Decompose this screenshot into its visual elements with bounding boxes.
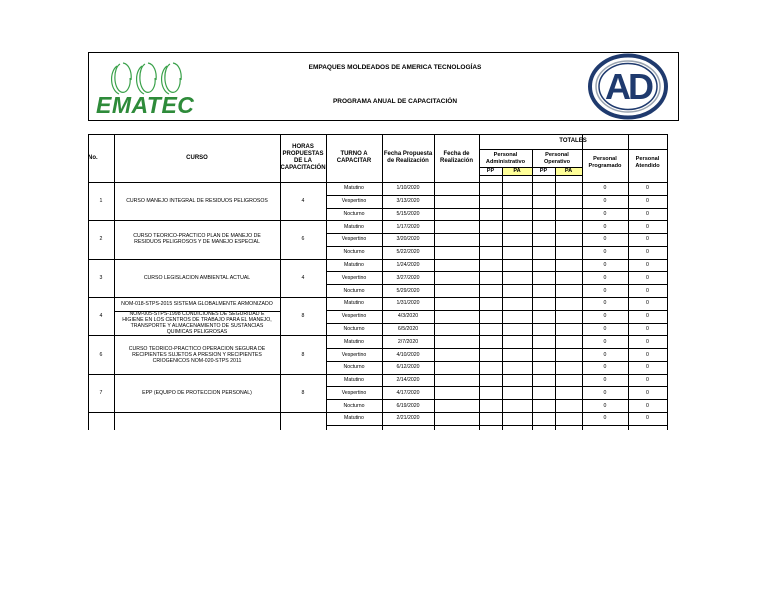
company-name: EMPAQUES MOLDEADOS DE AMERICA TECNOLOGÍAS (308, 64, 482, 71)
programado-cell: 0 (603, 223, 607, 230)
turno-cell: Matutino (344, 377, 364, 384)
header-totales: TOTALES (559, 138, 587, 144)
programado-cell: 0 (603, 262, 607, 269)
turno-cell: Vespertino (341, 274, 367, 281)
ad-logo (586, 53, 670, 120)
course-name: CURSO TEORICO-PRACTICO OPERACION SEGURA DE RECIPIENTES SUJETOS A PRESION Y RECIPIENTES CRIOGENICOS NOM-020-STPS 2011 (128, 345, 266, 364)
turno-cell: Vespertino (341, 236, 367, 243)
turno-cell: Matutino (344, 262, 364, 269)
fecha-cell: 5/15/2020 (396, 210, 420, 217)
fecha-cell: 4/3/2020 (397, 313, 419, 320)
programado-cell: 0 (603, 364, 607, 371)
programado-cell: 0 (603, 377, 607, 384)
course-hours: 6 (301, 236, 305, 243)
atendido-cell: 0 (646, 364, 649, 371)
header-curso: CURSO (186, 154, 208, 161)
fecha-cell: 1/24/2020 (396, 262, 420, 269)
header-pa-oper: PA (564, 168, 573, 175)
course-name-b: NOM-005-STPS-1998 CONDICIONES DE SEGURIDAD E HIGIENE EN LOS CENTROS DE TRABAJO PARA EL MANEJO, TRANSPORTE Y ALMACENAMIENTO DE SUSTANCIAS QUIMICAS PELIGROSAS (122, 311, 272, 336)
header-turno: TURNO A CAPACITAR (336, 151, 372, 164)
header-fecha-realizacion: Fecha de Realización (439, 151, 473, 164)
atendido-cell: 0 (646, 300, 649, 307)
header-fecha-propuesta: Fecha Propuesta de Realización (383, 151, 433, 164)
fecha-cell: 2/21/2020 (396, 415, 420, 422)
course-number: 2 (99, 236, 103, 243)
course-name-a: NOM-018-STPS-2015 SISTEMA GLOBALMENTE ARMONIZADO (121, 301, 273, 308)
programado-cell: 0 (603, 338, 607, 345)
course-number: 1 (99, 198, 103, 205)
fecha-cell: 3/13/2020 (396, 198, 420, 205)
atendido-cell: 0 (646, 377, 649, 384)
programado-cell: 0 (603, 236, 607, 243)
header-pa-admin: PA (513, 168, 521, 175)
ad-logo-text: AD (605, 66, 651, 107)
turno-cell: Nocturno (343, 325, 365, 332)
fecha-cell: 3/20/2020 (396, 236, 420, 243)
turno-cell: Nocturno (343, 364, 365, 371)
fecha-cell: 6/19/2020 (396, 402, 420, 409)
programado-cell: 0 (603, 402, 607, 409)
programado-cell: 0 (603, 185, 607, 192)
course-name: CURSO MANEJO INTEGRAL DE RESIDUOS PELIGROSOS (126, 198, 268, 205)
atendido-cell: 0 (646, 402, 649, 409)
atendido-cell: 0 (646, 185, 649, 192)
header-personal-atendido: Personal Atendido (635, 156, 660, 169)
course-hours: 8 (301, 351, 305, 358)
programado-cell: 0 (603, 198, 607, 205)
atendido-cell: 0 (646, 262, 649, 269)
atendido-cell: 0 (646, 198, 649, 205)
atendido-cell: 0 (646, 415, 649, 422)
course-hours: 8 (301, 313, 305, 320)
fecha-cell: 2/7/2020 (397, 338, 419, 345)
course-number: 6 (99, 351, 103, 358)
turno-cell: Vespertino (341, 198, 367, 205)
atendido-cell: 0 (646, 249, 649, 256)
ematec-logo-text: EMATEC (96, 92, 195, 118)
course-name: CURSO TEORICO-PRACTICO PLAN DE MANEJO DE RESIDUOS PELIGROSOS Y DE MANEJO ESPECIAL (133, 233, 261, 246)
fecha-cell: 5/29/2020 (396, 287, 420, 294)
turno-cell: Matutino (344, 185, 364, 192)
fecha-cell: 1/10/2020 (396, 185, 420, 192)
header-horas: HORAS PROPUESTAS DE LA CAPACITACIÓN (280, 144, 326, 171)
header-pp-oper: PP (539, 168, 548, 175)
atendido-cell: 0 (646, 338, 649, 345)
atendido-cell: 0 (646, 389, 649, 396)
programado-cell: 0 (603, 415, 607, 422)
atendido-cell: 0 (646, 274, 649, 281)
atendido-cell: 0 (646, 210, 649, 217)
atendido-cell: 0 (646, 236, 649, 243)
programado-cell: 0 (603, 313, 607, 320)
fecha-cell: 4/17/2020 (396, 389, 420, 396)
fecha-cell: 1/31/2020 (396, 300, 420, 307)
programado-cell: 0 (603, 274, 607, 281)
programado-cell: 0 (603, 300, 607, 307)
fecha-cell: 5/22/2020 (396, 249, 420, 256)
turno-cell: Vespertino (341, 313, 367, 320)
programado-cell: 0 (603, 325, 607, 332)
atendido-cell: 0 (646, 313, 649, 320)
course-name: EPP (EQUIPO DE PROTECCION PERSONAL) (142, 389, 252, 396)
turno-cell: Nocturno (343, 249, 365, 256)
fecha-cell: 3/27/2020 (396, 274, 420, 281)
programado-cell: 0 (603, 287, 607, 294)
course-name: CURSO LEGISLACION AMBIENTAL ACTUAL (143, 274, 251, 281)
fecha-cell: 4/10/2020 (396, 351, 420, 358)
course-number: 7 (99, 389, 103, 396)
course-hours: 8 (301, 389, 305, 396)
header-personal-programado: Personal Programado (588, 156, 622, 169)
course-hours: 4 (301, 198, 305, 205)
atendido-cell: 0 (646, 223, 649, 230)
course-number: 3 (99, 274, 103, 281)
turno-cell: Matutino (344, 415, 364, 422)
header-pp-admin: PP (486, 168, 495, 175)
program-title: PROGRAMA ANUAL DE CAPACITACIÓN (332, 98, 458, 105)
header-personal-administrativo: Personal Administrativo (485, 152, 526, 165)
programado-cell: 0 (603, 351, 607, 358)
turno-cell: Matutino (344, 338, 364, 345)
course-number: 4 (99, 313, 103, 320)
programado-cell: 0 (603, 389, 607, 396)
atendido-cell: 0 (646, 287, 649, 294)
turno-cell: Matutino (344, 223, 364, 230)
fecha-cell: 1/17/2020 (396, 223, 420, 230)
programado-cell: 0 (603, 210, 607, 217)
turno-cell: Nocturno (343, 402, 365, 409)
fecha-cell: 6/12/2020 (396, 364, 420, 371)
turno-cell: Nocturno (343, 210, 365, 217)
atendido-cell: 0 (646, 351, 649, 358)
atendido-cell: 0 (646, 325, 649, 332)
turno-cell: Vespertino (341, 389, 367, 396)
programado-cell: 0 (603, 249, 607, 256)
fecha-cell: 6/5/2020 (397, 325, 419, 332)
turno-cell: Nocturno (343, 287, 365, 294)
header-no: No. (88, 154, 98, 161)
turno-cell: Vespertino (341, 351, 367, 358)
fecha-cell: 2/14/2020 (396, 377, 420, 384)
course-hours: 4 (301, 274, 305, 281)
header-personal-operativo: Personal Operativo (543, 152, 571, 165)
turno-cell: Matutino (344, 300, 364, 307)
